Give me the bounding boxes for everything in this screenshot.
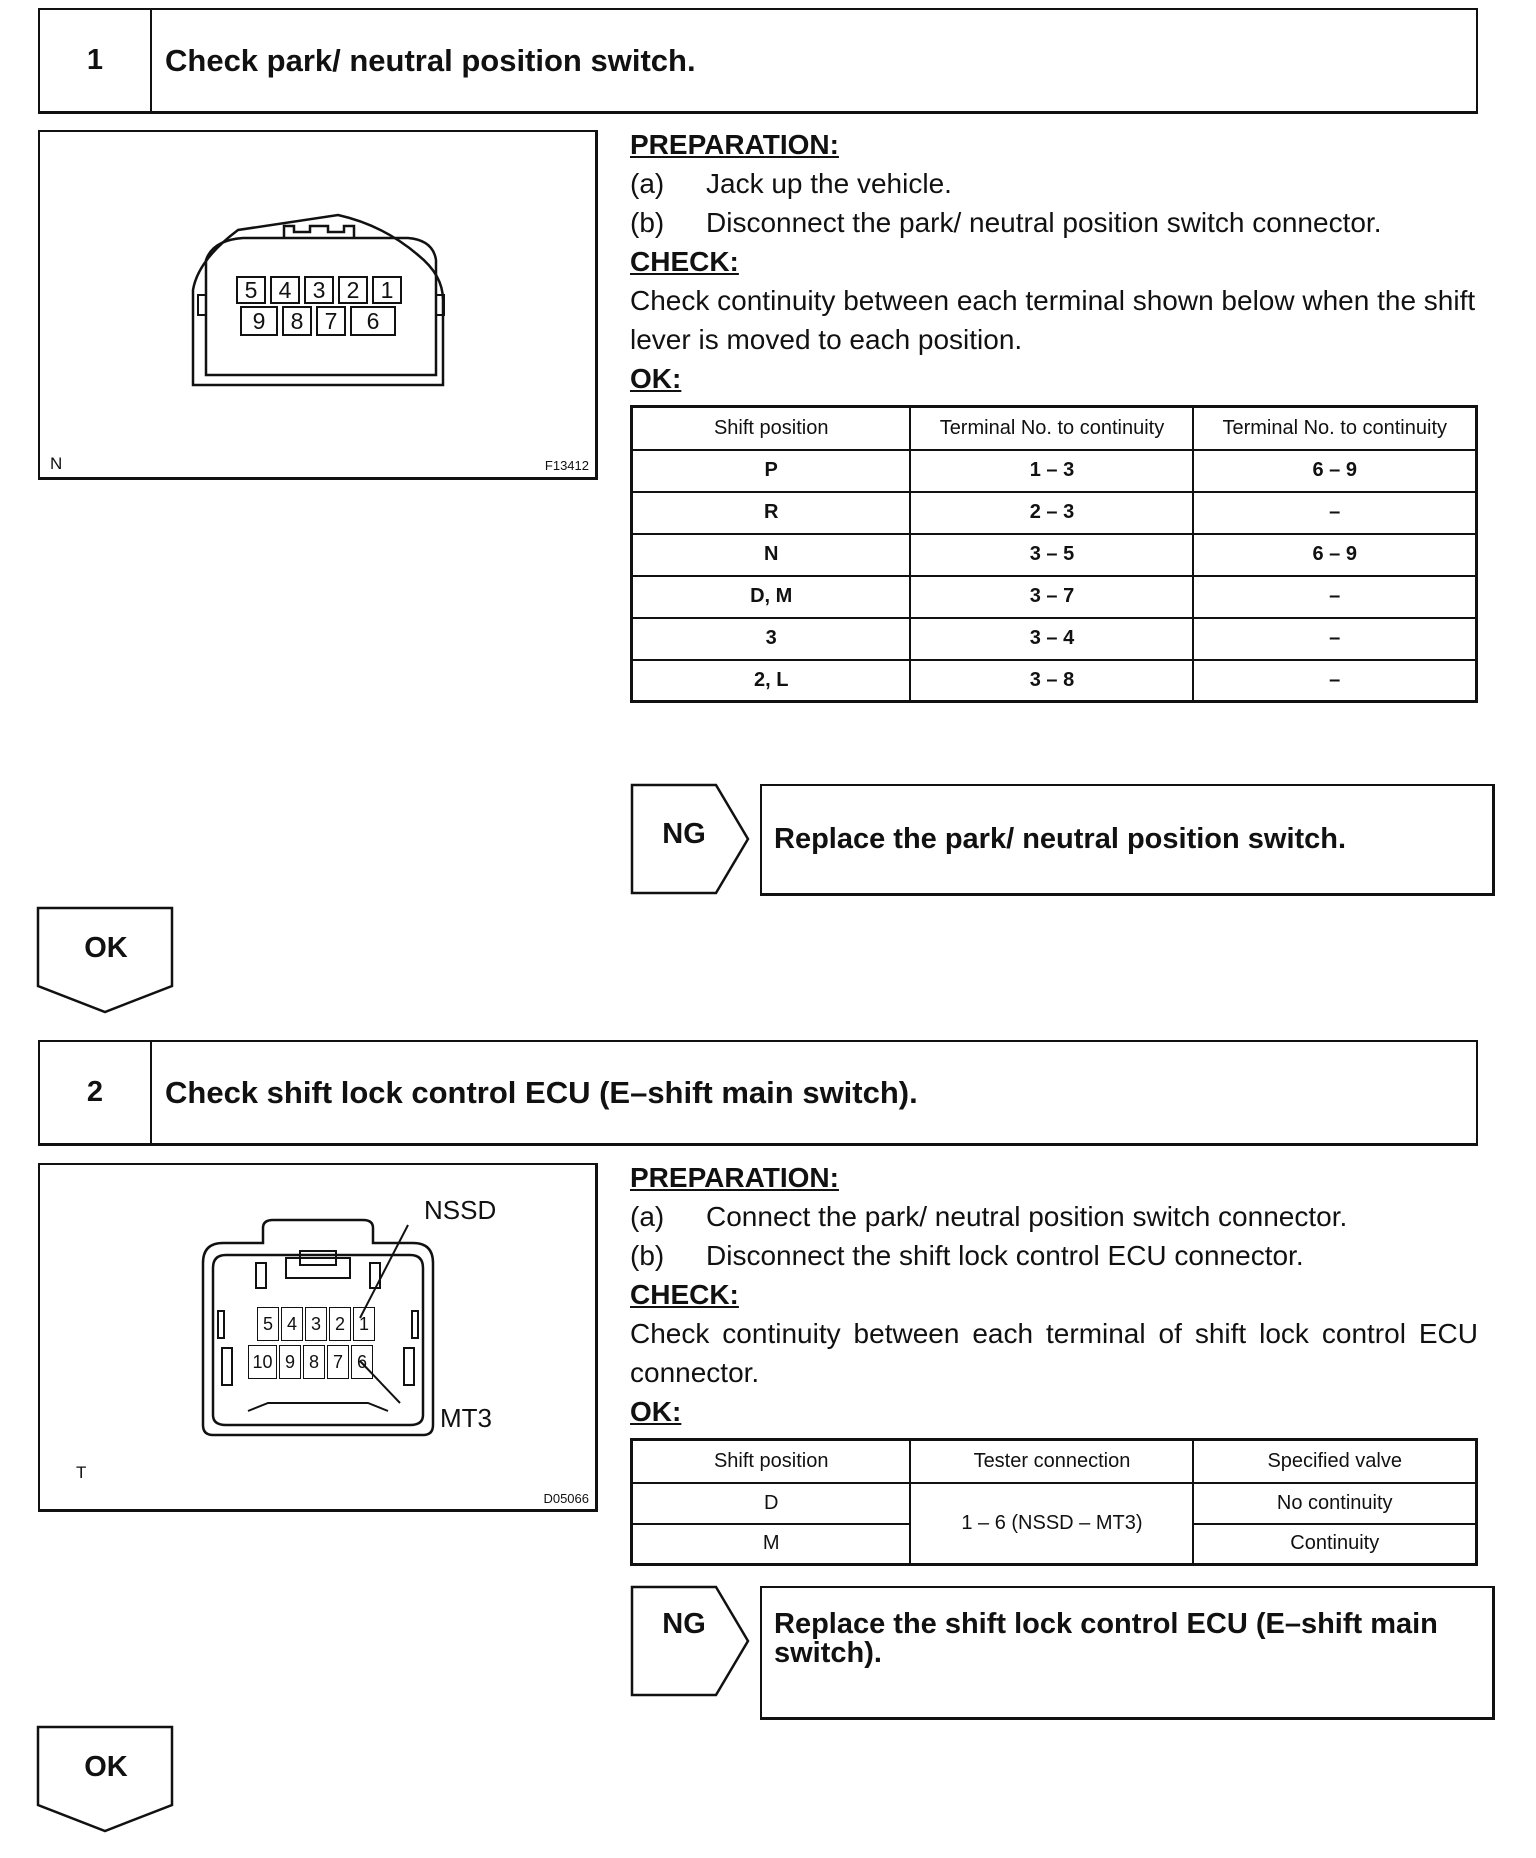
- step-2-title: Check shift lock control ECU (E–shift main switch).: [165, 1074, 918, 1110]
- ng-result-box-1: [760, 784, 1495, 896]
- connector-figure-1: [38, 130, 598, 480]
- pin-cell: 7: [327, 1345, 349, 1379]
- table-row: [632, 492, 1477, 534]
- pin-cell: 6: [350, 306, 396, 336]
- item-label: (b): [630, 1240, 665, 1271]
- pin-cell: 9: [279, 1345, 301, 1379]
- pin-cell: 4: [281, 1307, 303, 1341]
- table-cell: 6 – 9: [1193, 450, 1476, 492]
- continuity-table-2: [630, 1438, 1478, 1566]
- table-cell: 2, L: [632, 660, 911, 702]
- figure-corner-label: T: [76, 1463, 87, 1482]
- connector-figure-2: [38, 1163, 598, 1512]
- table-header: Shift position: [632, 1440, 911, 1483]
- table-header: Terminal No. to continuity: [1193, 407, 1476, 450]
- preparation-heading: PREPARATION:: [630, 129, 839, 160]
- pin-cell: 8: [303, 1345, 325, 1379]
- figure-code: F13412: [544, 458, 589, 473]
- check-heading: CHECK:: [630, 1279, 739, 1310]
- preparation-item: [630, 203, 1478, 242]
- table-header: Terminal No. to continuity: [910, 407, 1193, 450]
- table-cell: 2 – 3: [910, 492, 1193, 534]
- item-label: (a): [630, 1201, 665, 1232]
- pin-cell: 1: [353, 1307, 375, 1341]
- pin-cell: 5: [257, 1307, 279, 1341]
- mt3-label: MT3: [440, 1403, 492, 1433]
- ng-result-box-2: [760, 1586, 1495, 1720]
- table-cell: 6 – 9: [1193, 534, 1476, 576]
- table-cell: –: [1193, 660, 1476, 702]
- step-1-instructions: [630, 125, 1478, 398]
- ok-label-2: OK: [84, 1751, 128, 1783]
- table-cell: Continuity: [1193, 1524, 1476, 1565]
- preparation-item: [630, 164, 1478, 203]
- check-text: Check continuity between each terminal shown below when the shift lever is moved to each position.: [630, 285, 1476, 355]
- step-2-instructions: [630, 1158, 1478, 1431]
- item-label: (a): [630, 168, 665, 199]
- check-text: Check continuity between each terminal of shift lock control ECU connector.: [630, 1318, 1478, 1388]
- table-cell: 3 – 7: [910, 576, 1193, 618]
- table-row: [632, 576, 1477, 618]
- preparation-item: [630, 1236, 1478, 1275]
- pin-cell: 5: [236, 276, 266, 304]
- table-cell: 3 – 8: [910, 660, 1193, 702]
- table-cell: D, M: [632, 576, 911, 618]
- step-2-header: [38, 1040, 1478, 1146]
- table-cell: 1 – 6 (NSSD – MT3): [910, 1483, 1193, 1565]
- table-row: [632, 1483, 1477, 1524]
- figure-corner-label: N: [50, 454, 63, 473]
- pin-cell: 1: [372, 276, 402, 304]
- ok-heading: OK:: [630, 363, 682, 394]
- item-text: Disconnect the shift lock control ECU connector.: [706, 1240, 1304, 1271]
- table-header: Specified valve: [1193, 1440, 1476, 1483]
- step-2-number: 2: [40, 1042, 152, 1143]
- item-text: Jack up the vehicle.: [706, 168, 952, 199]
- table-cell: R: [632, 492, 911, 534]
- item-text: Disconnect the park/ neutral position switch connector.: [706, 207, 1382, 238]
- pin-cell: 9: [240, 306, 278, 336]
- table-cell: M: [632, 1524, 911, 1565]
- pin-grid-1: [236, 276, 406, 336]
- ng-result-text: Replace the shift lock control ECU (E–shift main switch).: [774, 1608, 1438, 1669]
- continuity-table-1: [630, 405, 1478, 703]
- pin-cell: 3: [304, 276, 334, 304]
- pin-cell: 8: [282, 306, 312, 336]
- ok-label-1: OK: [84, 932, 128, 964]
- pin-cell: 2: [329, 1307, 351, 1341]
- preparation-heading: PREPARATION:: [630, 1162, 839, 1193]
- table-cell: –: [1193, 576, 1476, 618]
- ok-heading: OK:: [630, 1396, 682, 1427]
- pin-cell: 4: [270, 276, 300, 304]
- table-row: [632, 534, 1477, 576]
- table-cell: –: [1193, 618, 1476, 660]
- table-cell: 1 – 3: [910, 450, 1193, 492]
- ng-label-2: NG: [662, 1608, 706, 1640]
- preparation-item: [630, 1197, 1478, 1236]
- step-1-header: [38, 8, 1478, 114]
- item-text: Connect the park/ neutral position switch connector.: [706, 1201, 1348, 1232]
- table-cell: N: [632, 534, 911, 576]
- nssd-label: NSSD: [424, 1195, 497, 1225]
- table-header: Tester connection: [910, 1440, 1193, 1483]
- item-label: (b): [630, 207, 665, 238]
- table-cell: No continuity: [1193, 1483, 1476, 1524]
- pin-cell: 7: [316, 306, 346, 336]
- table-row: [632, 450, 1477, 492]
- ng-label-1: NG: [662, 818, 706, 850]
- pin-cell: 10: [248, 1345, 277, 1379]
- step-1-number: 1: [40, 10, 152, 111]
- ng-result-text: Replace the park/ neutral position switch.: [774, 823, 1347, 855]
- table-row: [632, 660, 1477, 702]
- table-header: Shift position: [632, 407, 911, 450]
- table-cell: 3: [632, 618, 911, 660]
- pin-cell: 2: [338, 276, 368, 304]
- table-cell: 3 – 4: [910, 618, 1193, 660]
- pin-grid-2: [248, 1307, 375, 1379]
- table-row: [632, 618, 1477, 660]
- pin-cell: 3: [305, 1307, 327, 1341]
- figure-code: D05066: [543, 1491, 589, 1506]
- table-cell: 3 – 5: [910, 534, 1193, 576]
- table-cell: P: [632, 450, 911, 492]
- check-heading: CHECK:: [630, 246, 739, 277]
- ng-arrow-2: [630, 1585, 754, 1697]
- pin-cell: 6: [351, 1345, 373, 1379]
- table-cell: D: [632, 1483, 911, 1524]
- step-1-title: Check park/ neutral position switch.: [165, 42, 696, 78]
- table-cell: –: [1193, 492, 1476, 534]
